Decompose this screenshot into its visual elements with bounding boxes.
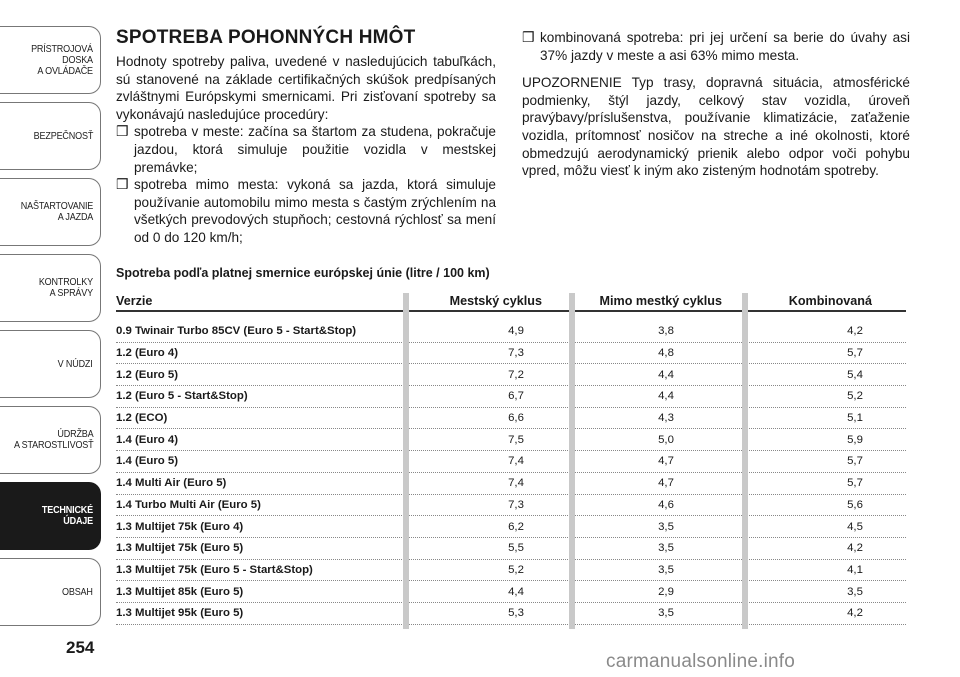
cell-version: 1.3 Multijet 75k (Euro 5 - Start&Stop) [116, 563, 313, 576]
bullet-text: kombinovaná spotreba: pri jej určení sa berie do úvahy asi 37% jazdy v meste a asi 63% mimo mesta. [540, 30, 910, 63]
cell-version: 1.4 (Euro 5) [116, 455, 179, 468]
watermark: carmanualsonline.info [606, 651, 796, 672]
cell-combined: 5,9 [847, 433, 863, 446]
bullet-text: spotreba mimo mesta: vykoná sa jazda, ktorá simuluje používanie automobilu mimo mesta s častým zrýchlením na všetkých prevodových stupňoch; cestovná rýchlosť sa mení od 0 do 120 km/h; [134, 177, 496, 245]
cell-version: 1.3 Multijet 95k (Euro 5) [116, 607, 244, 620]
page-number: 254 [66, 638, 95, 657]
tab-bezpecnost[interactable]: BEZPEČNOSŤ [0, 102, 101, 170]
column-divider [569, 293, 575, 629]
cell-combined: 5,6 [847, 498, 863, 511]
text-column-right [522, 29, 910, 180]
cell-version: 1.4 (Euro 4) [116, 433, 179, 446]
cell-version: 1.4 Multi Air (Euro 5) [116, 477, 227, 490]
cell-city: 5,3 [508, 607, 524, 620]
cell-version: 1.3 Multijet 75k (Euro 5) [116, 542, 244, 555]
cell-city: 6,6 [508, 412, 524, 425]
table-row [116, 343, 906, 365]
cell-combined: 5,1 [847, 412, 863, 425]
cell-city: 7,5 [508, 433, 524, 446]
cell-extra-urban: 4,4 [658, 390, 674, 403]
tab-pristrojova-doska[interactable]: PRÍSTROJOVÁ DOSKA A OVLÁDAČE [0, 26, 101, 94]
column-divider [742, 293, 748, 629]
cell-city: 7,3 [508, 347, 524, 360]
cell-version: 1.3 Multijet 85k (Euro 5) [116, 585, 244, 598]
cell-combined: 4,2 [847, 325, 863, 338]
cell-extra-urban: 4,8 [658, 347, 674, 360]
list-item [522, 29, 910, 64]
intro-paragraph: Hodnoty spotreby paliva, uvedené v nasledujúcich tabuľkách, sú stanovené na základe certifikačných skúšok predpísaných zvláštnymi Európskymi smernicami. Pri zisťovaní spotreby sa vykonávajú nasledujúce procedúry: [116, 54, 496, 122]
list-item [116, 123, 496, 176]
checkbox-bullet-icon: ❒ [116, 176, 129, 193]
tab-technicke-udaje[interactable]: TECHNICKÉ ÚDAJE [0, 482, 101, 550]
cell-version: 1.2 (Euro 4) [116, 347, 179, 360]
cell-version: 1.2 (Euro 5 - Start&Stop) [116, 390, 248, 403]
cell-extra-urban: 3,5 [658, 520, 674, 533]
checkbox-bullet-icon: ❒ [522, 29, 535, 45]
checkbox-bullet-icon: ❒ [116, 123, 129, 140]
cell-extra-urban: 4,6 [658, 498, 674, 511]
cell-city: 7,4 [508, 477, 524, 490]
cell-city: 7,4 [508, 455, 524, 468]
cell-combined: 5,7 [847, 347, 863, 360]
table-row [116, 364, 906, 386]
table-row [116, 516, 906, 538]
table-header [116, 291, 906, 312]
cell-extra-urban: 3,8 [658, 325, 674, 338]
header-verzie: Verzie [116, 293, 153, 308]
table-body [116, 321, 906, 625]
cell-city: 5,2 [508, 563, 524, 576]
cell-combined: 3,5 [847, 585, 863, 598]
cell-extra-urban: 4,3 [658, 412, 674, 425]
text-column-left [116, 53, 496, 247]
table-row [116, 321, 906, 343]
cell-version: 1.3 Multijet 75k (Euro 4) [116, 520, 244, 533]
tab-obsah[interactable]: OBSAH [0, 558, 101, 626]
cell-version: 1.2 (ECO) [116, 412, 168, 425]
cell-version: 1.4 Turbo Multi Air (Euro 5) [116, 498, 261, 511]
table-row [116, 451, 906, 473]
cell-extra-urban: 4,4 [658, 368, 674, 381]
header-kombinovana: Kombinovaná [788, 293, 872, 308]
cell-combined: 5,4 [847, 368, 863, 381]
cell-combined: 4,5 [847, 520, 863, 533]
cell-extra-urban: 3,5 [658, 542, 674, 555]
cell-city: 4,9 [508, 325, 524, 338]
cell-combined: 4,2 [847, 607, 863, 620]
tab-kontrolky[interactable]: KONTROLKY A SPRÁVY [0, 254, 101, 322]
cell-city: 5,5 [508, 542, 524, 555]
cell-extra-urban: 4,7 [658, 455, 674, 468]
cell-extra-urban: 2,9 [658, 585, 674, 598]
cell-extra-urban: 4,7 [658, 477, 674, 490]
table-row [116, 581, 906, 603]
list-item [116, 176, 496, 246]
cell-combined: 4,1 [847, 563, 863, 576]
table-row [116, 495, 906, 517]
cell-city: 4,4 [508, 585, 524, 598]
cell-combined: 4,2 [847, 542, 863, 555]
column-divider [403, 293, 409, 629]
tab-nastartovanie[interactable]: NAŠTARTOVANIE A JAZDA [0, 178, 101, 246]
table-row [116, 429, 906, 451]
cell-extra-urban: 3,5 [658, 607, 674, 620]
table-row [116, 603, 906, 625]
cell-combined: 5,7 [847, 455, 863, 468]
cell-combined: 5,2 [847, 390, 863, 403]
cell-combined: 5,7 [847, 477, 863, 490]
cell-city: 6,7 [508, 390, 524, 403]
table-row [116, 408, 906, 430]
table-row [116, 560, 906, 582]
cell-city: 7,3 [508, 498, 524, 511]
cell-version: 1.2 (Euro 5) [116, 368, 179, 381]
header-mestsky-cyklus: Mestský cyklus [449, 293, 542, 308]
table-row [116, 386, 906, 408]
header-mimo-mestky-cyklus: Mimo mestký cyklus [599, 293, 722, 308]
cell-extra-urban: 3,5 [658, 563, 674, 576]
cell-city: 6,2 [508, 520, 524, 533]
tab-v-nudzi[interactable]: V NÚDZI [0, 330, 101, 398]
table-row [116, 538, 906, 560]
bullet-text: spotreba v meste: začína sa štartom za studena, pokračuje jazdou, ktorá simuluje použitie vozidla v mestskej premávke; [134, 124, 496, 175]
table-caption: Spotreba podľa platnej smernice európskej únie (litre / 100 km) [116, 266, 490, 280]
table-row [116, 473, 906, 495]
cell-city: 7,2 [508, 368, 524, 381]
cell-version: 0.9 Twinair Turbo 85CV (Euro 5 - Start&Stop) [116, 325, 357, 338]
consumption-table [116, 291, 906, 625]
tab-udrzba[interactable]: ÚDRŽBA A STAROSTLIVOSŤ [0, 406, 101, 474]
cell-extra-urban: 5,0 [658, 433, 674, 446]
warning-paragraph: UPOZORNENIE Typ trasy, dopravná situácia, atmosférické podmienky, štýl jazdy, celkový stav vozidla, úroveň pravýbavy/príslušenstva, používanie klimatizácie, zaťaženie vozidla, prítomnosť nosičov na streche a iné okolnosti, ktoré obmedzujú aerodynamický prienik alebo odpor voči pohybu vpred, môžu viesť k iným ako zisteným hodnotám spotreby. [522, 75, 910, 179]
page-title: SPOTREBA POHONNÝCH HMÔT [116, 27, 416, 48]
